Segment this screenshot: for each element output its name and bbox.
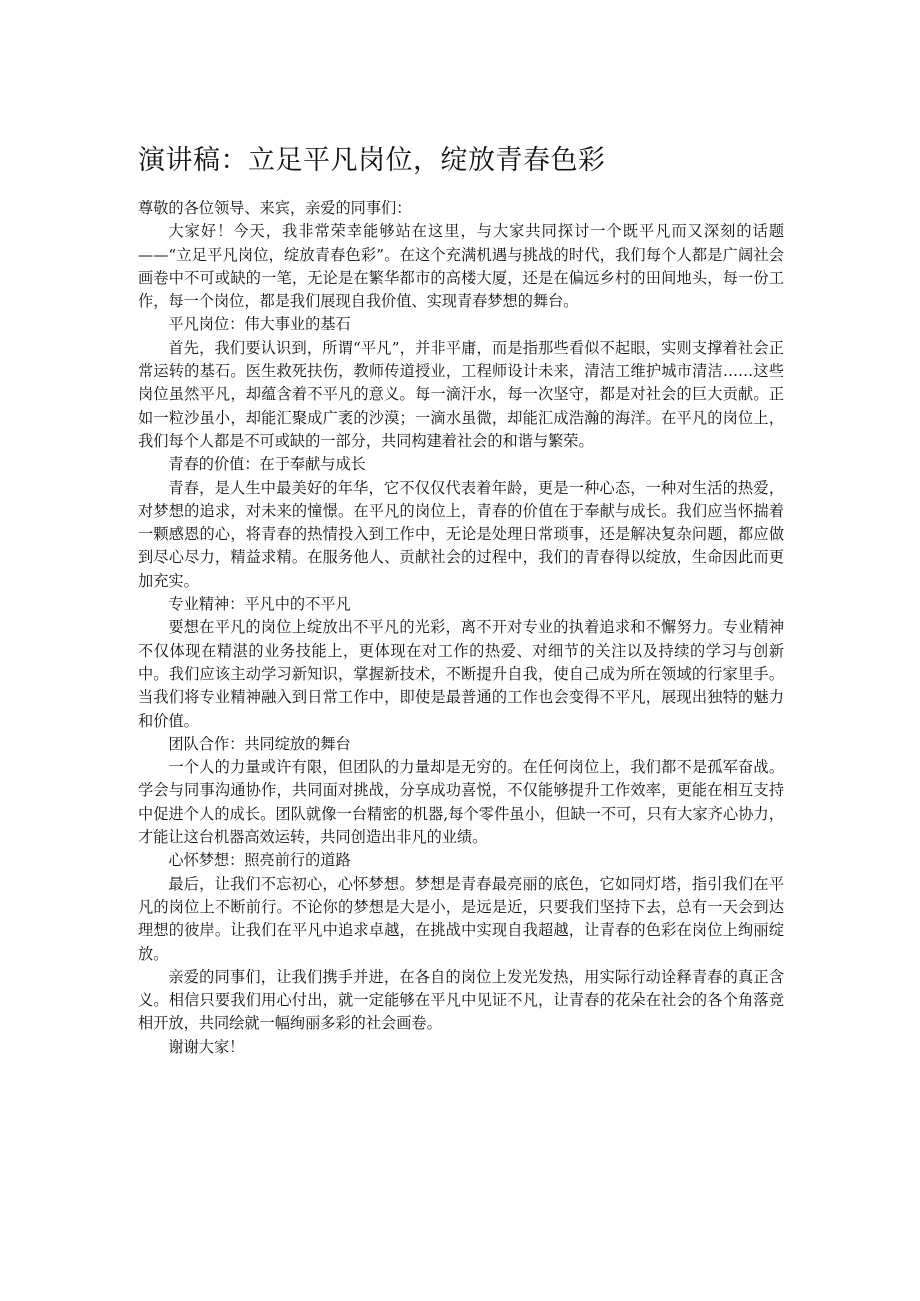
section-paragraph: 一个人的力量或许有限，但团队的力量却是无穷的。在任何岗位上，我们都不是孤军奋战。学会与同事沟通协作，共同面对挑战，分享成功喜悦，不仅能够提升工作效率，更能在相互支持中促进个人的成长。团队就像一台精密的机器,每个零件虽小，但缺一不可，只有大家齐心协力，才能让这台机器高效运转，共同创造出非凡的业绩。 bbox=[138, 758, 784, 847]
section-paragraph: 最后，让我们不忘初心，心怀梦想。梦想是青春最亮丽的底色，它如同灯塔，指引我们在平凡的岗位上不断前行。不论你的梦想是大是小，是远是近，只要我们坚持下去，总有一天会到达理想的彼岸。让我们在平凡中追求卓越，在挑战中实现自我超越，让青春的色彩在岗位上绚丽绽放。 bbox=[138, 874, 784, 963]
section-heading: 平凡岗位：伟大事业的基石 bbox=[168, 315, 351, 334]
section-paragraph: 青春，是人生中最美好的年华，它不仅仅代表着年龄，更是一种心态，一种对生活的热爱，对梦想的追求，对未来的憧憬。在平凡的岗位上，青春的价值在于奉献与成长。我们应当怀揣着一颗感恩的心，将青春的热情投入到工作中，无论是处理日常琐事，还是解决复杂问题，都应做到尽心尽力，精益求精。在服务他人、贡献社会的过程中，我们的青春得以绽放，生命因此而更加充实。 bbox=[138, 478, 784, 590]
intro-paragraph: 大家好！今天，我非常荣幸能够站在这里，与大家共同探讨一个既平凡而又深刻的话题——“立足平凡岗位，绽放青春色彩”。在这个充满机遇与挑战的时代，我们每个人都是广阔社会画卷中不可或缺的一笔，无论是在繁华都市的高楼大厦，还是在偏远乡村的田间地头，每一份工作，每一个岗位，都是我们展现自我价值、实现青春梦想的舞台。 bbox=[138, 222, 784, 311]
section-heading: 专业精神：平凡中的不平凡 bbox=[168, 595, 351, 614]
section-paragraph: 首先，我们要认识到，所谓“平凡”，并非平庸，而是指那些看似不起眼，实则支撑着社会正常运转的基石。医生救死扶伤，教师传道授业，工程师设计未来，清洁工维护城市清洁……这些岗位虽然平凡，却蕴含着不平凡的意义。每一滴汗水，每一次坚守，都是对社会的巨大贡献。正如一粒沙虽小，却能汇聚成广袤的沙漠；一滴水虽微，却能汇成浩瀚的海洋。在平凡的岗位上，我们每个人都是不可或缺的一部分，共同构建着社会的和谐与繁荣。 bbox=[138, 338, 784, 450]
thanks-line: 谢谢大家！ bbox=[168, 1037, 245, 1056]
greeting: 尊敬的各位领导、来宾，亲爱的同事们： bbox=[138, 199, 412, 217]
closing-paragraph: 亲爱的同事们，让我们携手并进，在各自的岗位上发光发热，用实际行动诠释青春的真正含义。相信只要我们用心付出，就一定能够在平凡中见证不凡，让青春的花朵在社会的各个角落竞相开放，共同绘就一幅绚丽多彩的社会画卷。 bbox=[138, 967, 784, 1033]
section-paragraph: 要想在平凡的岗位上绽放出不平凡的光彩，离不开对专业的执着追求和不懈努力。专业精神不仅体现在精湛的业务技能上，更体现在对工作的热爱、对细节的关注以及持续的学习与创新中。我们应该主动学习新知识，掌握新技术，不断提升自我，使自己成为所在领域的行家里手。当我们将专业精神融入到日常工作中，即使是最普通的工作也会变得不平凡，展现出独特的魅力和价值。 bbox=[138, 618, 784, 730]
document-title: 演讲稿：立足平凡岗位，绽放青春色彩 bbox=[138, 145, 606, 176]
section-heading: 心怀梦想：照亮前行的道路 bbox=[168, 851, 351, 870]
section-heading: 团队合作：共同绽放的舞台 bbox=[168, 734, 351, 753]
section-heading: 青春的价值：在于奉献与成长 bbox=[168, 455, 366, 474]
document-body bbox=[138, 197, 784, 1059]
